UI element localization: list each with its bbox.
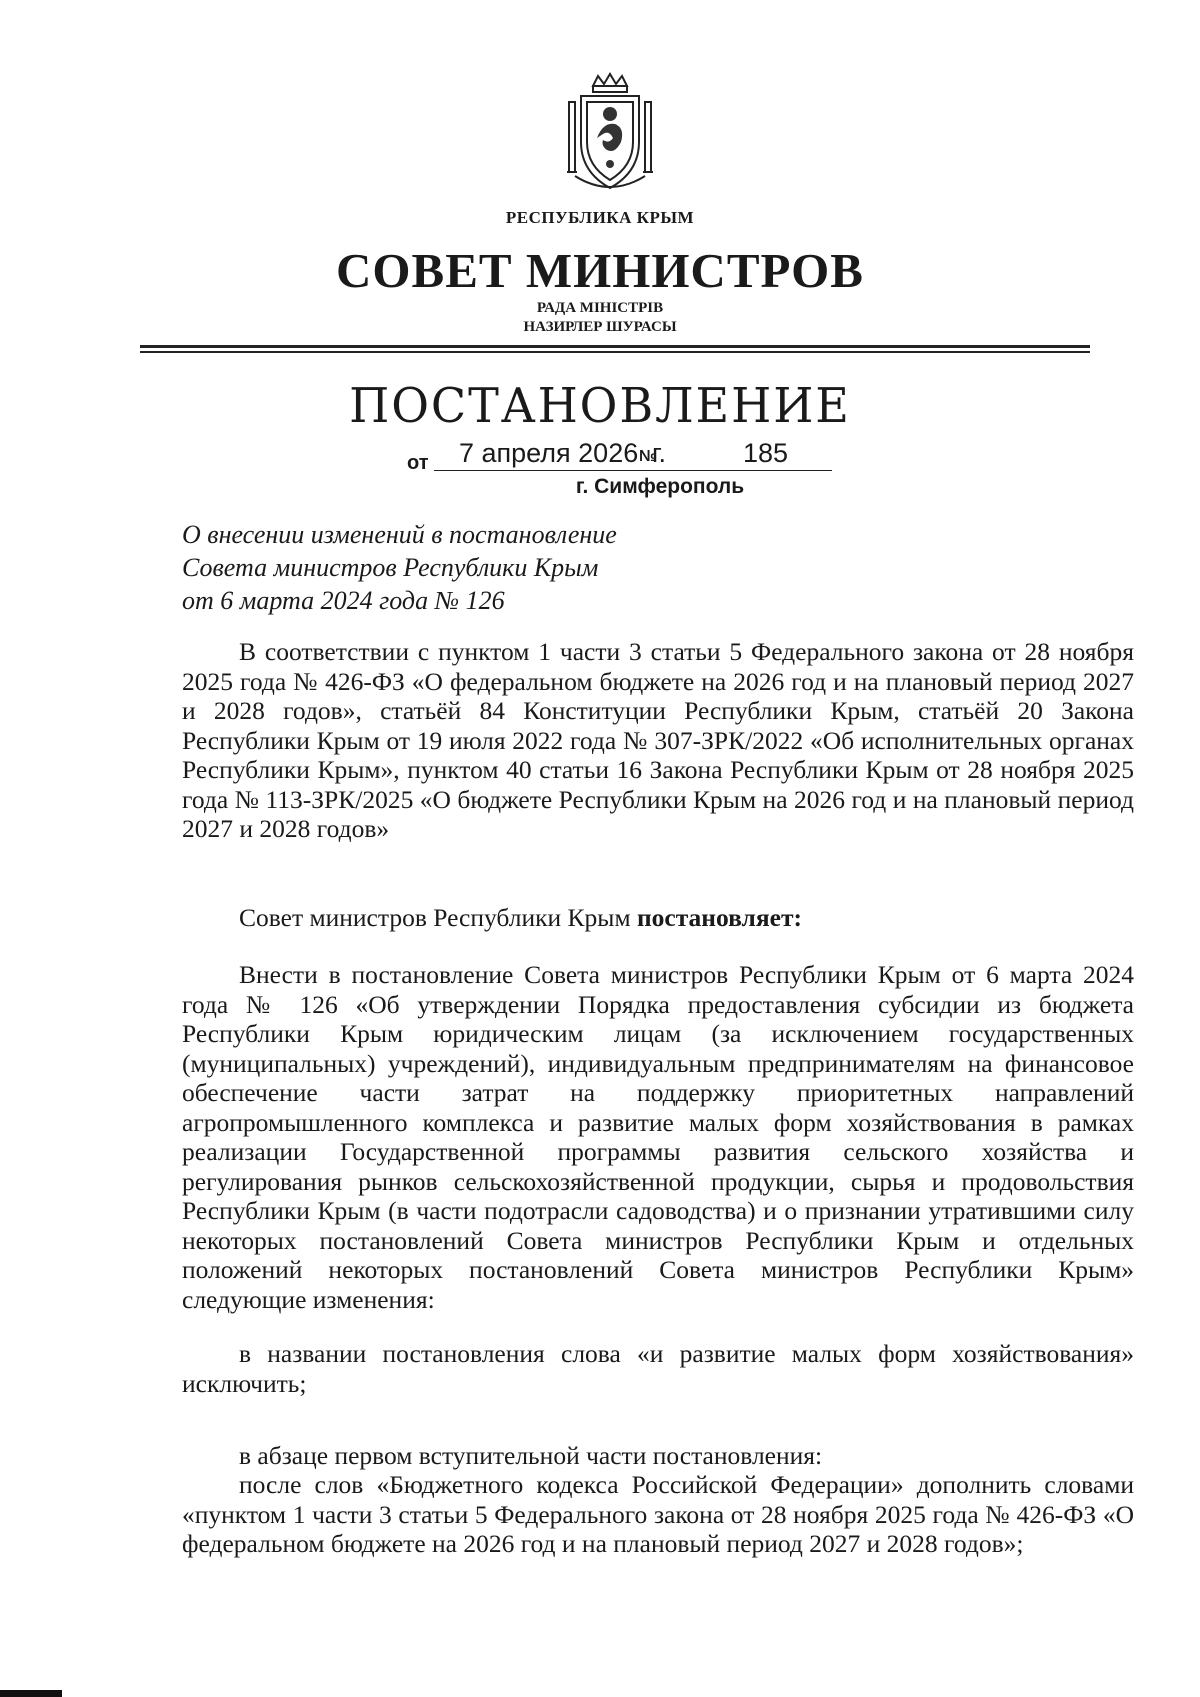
council-name-crimean-tatar: НАЗИРЛЕР ШУРАСЫ — [523, 319, 677, 335]
document-date: 7 апреля 2026 — [459, 438, 639, 468]
preamble-paragraph: В соответствии с пунктом 1 части 3 статьи 5 Федерального закона от 28 ноября 2025 года № 426-ФЗ «О федеральном бюджете на 2026 год и на плановый период 2027 и 2028 годов», статьёй 84 Конституции Республики Крым, статьёй 20 Закона Республики Крым от 19 июля 2022 года № 307-ЗРК/2022 «Об исполнительных органах Республики Крым», пунктом 40 статьи 16 Закона Республики Крым от 28 ноября 2025 года № 113-ЗРК/2025 «О бюджете Республики Крым на 2026 год и на плановый период 2027 и 2028 годов» — [182, 637, 1134, 843]
amendment-item: в названии постановления слова «и развитие малых форм хозяйствования» исключить; — [182, 1339, 1134, 1398]
decree-verb: постановляет: — [636, 903, 802, 932]
title-line: О внесении изменений в постановление — [182, 520, 617, 549]
document-city: г. Симферополь — [575, 475, 745, 498]
council-name: СОВЕТ МИНИСТРОВ — [336, 243, 864, 298]
title-line: от 6 марта 2024 года № 126 — [182, 586, 505, 615]
document-number: 185 — [743, 438, 789, 468]
decree-subject: Совет министров Республики Крым — [239, 903, 631, 932]
republic-name: РЕСПУБЛИКА КРЫМ — [505, 208, 695, 227]
amendment-item: в абзаце первом вступительной части постановления: — [239, 1441, 823, 1470]
date-number-line — [407, 434, 832, 474]
year-suffix: г. — [652, 438, 667, 468]
title-line: Совета министров Республики Крым — [182, 553, 599, 582]
decree-line — [182, 903, 1134, 933]
header-divider — [140, 345, 1090, 353]
coat-of-arms-icon — [563, 72, 657, 196]
scan-edge-mark — [0, 1690, 62, 1697]
main-paragraph: Внести в постановление Совета министров Республики Крым от 6 марта 2024 года № 126 «Об утверждении Порядка предоставления субсидии из бюджета Республики Крым юридическим лицам (за исключением государственных (муниципальных) учреждений), индивидуальным предпринимателям на финансовое обеспечение части затрат на поддержку приоритетных направлений агропромышленного комплекса и развитие малых форм хозяйствования в рамках реализации Государственной программы развития сельского хозяйства и регулирования рынков сельскохозяйственной продукции, сырья и продовольствия Республики Крым (в части подотрасли садоводства) и о признании утратившими силу некоторых постановлений Совета министров Республики Крым и отдельных положений некоторых постановлений Совета министров Республики Крым» следующие изменения: — [182, 960, 1134, 1314]
from-label: от — [407, 452, 429, 474]
number-label: № — [639, 448, 657, 465]
document-title — [182, 518, 617, 617]
council-name-ukrainian: РАДА МІНІСТРІВ — [536, 300, 664, 316]
document-type: ПОСТАНОВЛЕНИЕ — [349, 378, 851, 434]
amendment-item: после слов «Бюджетного кодекса Российской Федерации» дополнить словами «пунктом 1 части 3 статьи 5 Федерального закона от 28 ноября 2025 года № 426-ФЗ «О федеральном бюджете на 2026 год и на плановый период 2027 и 2028 годов»; — [182, 1470, 1134, 1558]
date-underline — [434, 470, 832, 471]
